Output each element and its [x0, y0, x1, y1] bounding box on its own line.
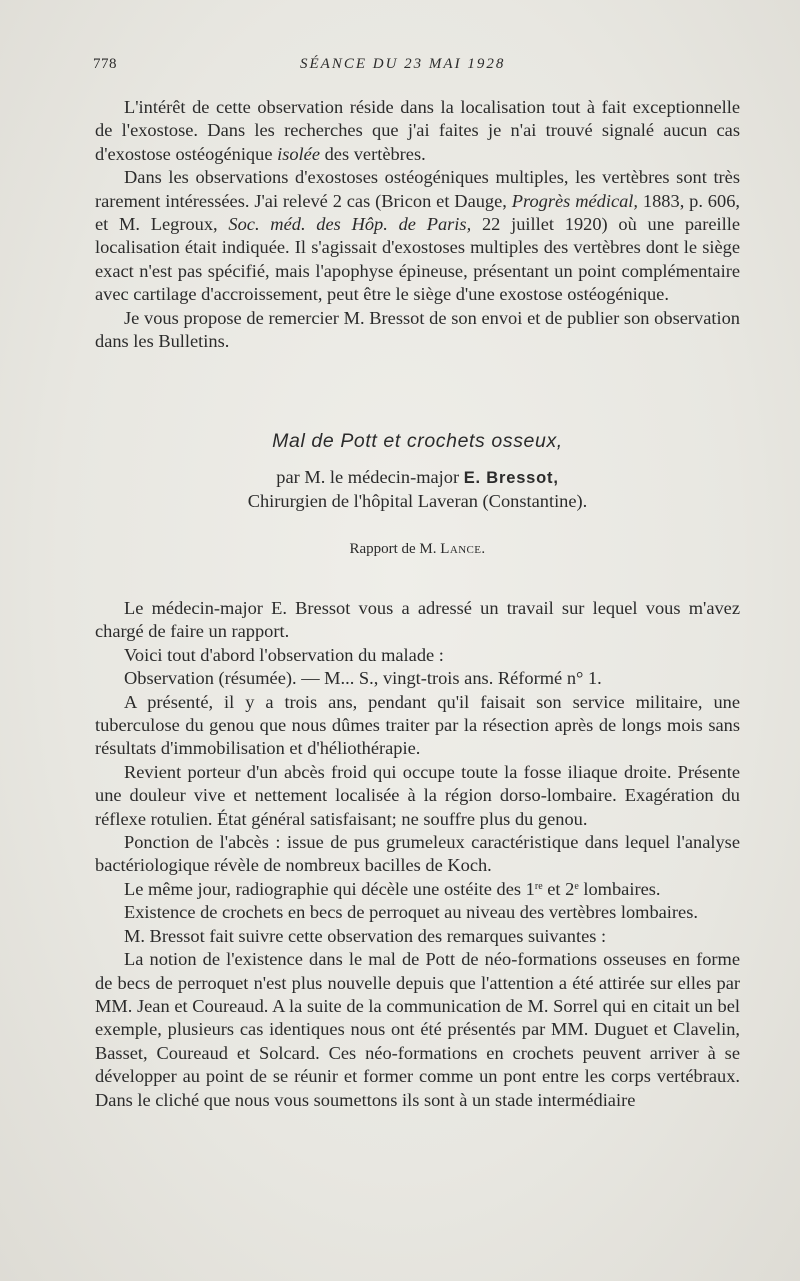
paragraph: Existence de crochets en becs de perroquet au niveau des vertèbres lombaires.	[124, 902, 698, 923]
byline	[95, 466, 740, 514]
reporter-name: Lance.	[440, 540, 486, 557]
paragraph: Le médecin-major E. Bressot vous a adressé un travail sur lequel vous m'avez chargé de faire un rapport.	[95, 598, 740, 642]
paragraph: Ponction de l'abcès : issue de pus grumeleux caractéristique dans lequel l'analyse bactériologique révèle de nombreux bacilles de Koch.	[95, 832, 740, 876]
paragraph: Je vous propose de remercier M. Bressot de son envoi et de publier son observation dans les Bulletins.	[95, 307, 740, 352]
author-affiliation: Chirurgien de l'hôpital Laveran (Constantine).	[247, 491, 588, 512]
article-heading	[95, 428, 740, 559]
paragraph: L'intérêt de cette observation réside dans la localisation tout à fait exceptionnelle de l'exostose. Dans les recherches que j'ai faites je n'ai trouvé signalé aucun cas d'exostose ostéogénique isolée des vertèbres.	[95, 97, 740, 164]
running-title: SÉANCE DU 23 MAI 1928	[300, 56, 506, 72]
previous-report-text	[95, 96, 740, 353]
paragraph: La notion de l'existence dans le mal de Pott de néo-formations osseuses en forme de becs de perroquet n'est plus nouvelle depuis que l'attention a été attirée sur elles par MM. Jean et Coureaud. A la suite de la communication de M. Sorrel qui en citait un bel exemple, plusieurs cas identiques nous ont été présentés par MM. Duguet et Clavelin, Basset, Coureaud et Solcard. Ces néo-formations en crochets peuvent arriver à se développer au point de se réunir et former comme un pont entre les corps vertébraux. Dans le cliché que nous vous soumettons ils sont à un stade intermédiaire	[95, 949, 740, 1110]
article-body	[95, 597, 740, 1112]
paragraph: Voici tout d'abord l'observation du malade :	[124, 644, 444, 665]
author-name: E. Bressot,	[463, 469, 559, 487]
report-attribution: Rapport de M. Lance.	[349, 540, 486, 557]
article-title: Mal de Pott et crochets osseux,	[272, 430, 563, 452]
page-header	[93, 56, 753, 80]
paragraph: Le même jour, radiographie qui décèle une ostéite des 1re et 2e lombaires.	[124, 878, 661, 899]
paragraph: Dans les observations d'exostoses ostéogéniques multiples, les vertèbres sont très rarement intéressées. J'ai relevé 2 cas (Bricon et Dauge, Progrès médical, 1883, p. 606, et M. Legroux, Soc. méd. des Hôp. de Paris, 22 juillet 1920) où une pareille localisation était indiquée. Il s'agissait d'exostoses multiples des vertèbres dont le siège exact n'est pas spécifié, mais l'apophyse épineuse, présentant un point complémentaire avec cartilage d'accroissement, peut être le siège d'une exostose ostéogénique.	[95, 167, 740, 305]
observation-line: Observation (résumée). — M... S., vingt-trois ans. Réformé n° 1.	[124, 668, 602, 689]
paragraph: Revient porteur d'un abcès froid qui occupe toute la fosse iliaque droite. Présente une douleur vive et nettement localisée à la région dorso-lombaire. Exagération du réflexe rotulien. État général satisfaisant; ne souffre plus du genou.	[95, 761, 740, 829]
paragraph: M. Bressot fait suivre cette observation des remarques suivantes :	[124, 925, 607, 946]
paragraph: A présenté, il y a trois ans, pendant qu'il faisait son service militaire, une tuberculose du genou que nous dûmes traiter par la résection après de longs mois sans résultats d'immobilisation et d'héliothérapie.	[95, 691, 740, 759]
page-number: 778	[93, 56, 117, 72]
byline-author-line: par M. le médecin-major E. Bressot,	[276, 467, 559, 487]
